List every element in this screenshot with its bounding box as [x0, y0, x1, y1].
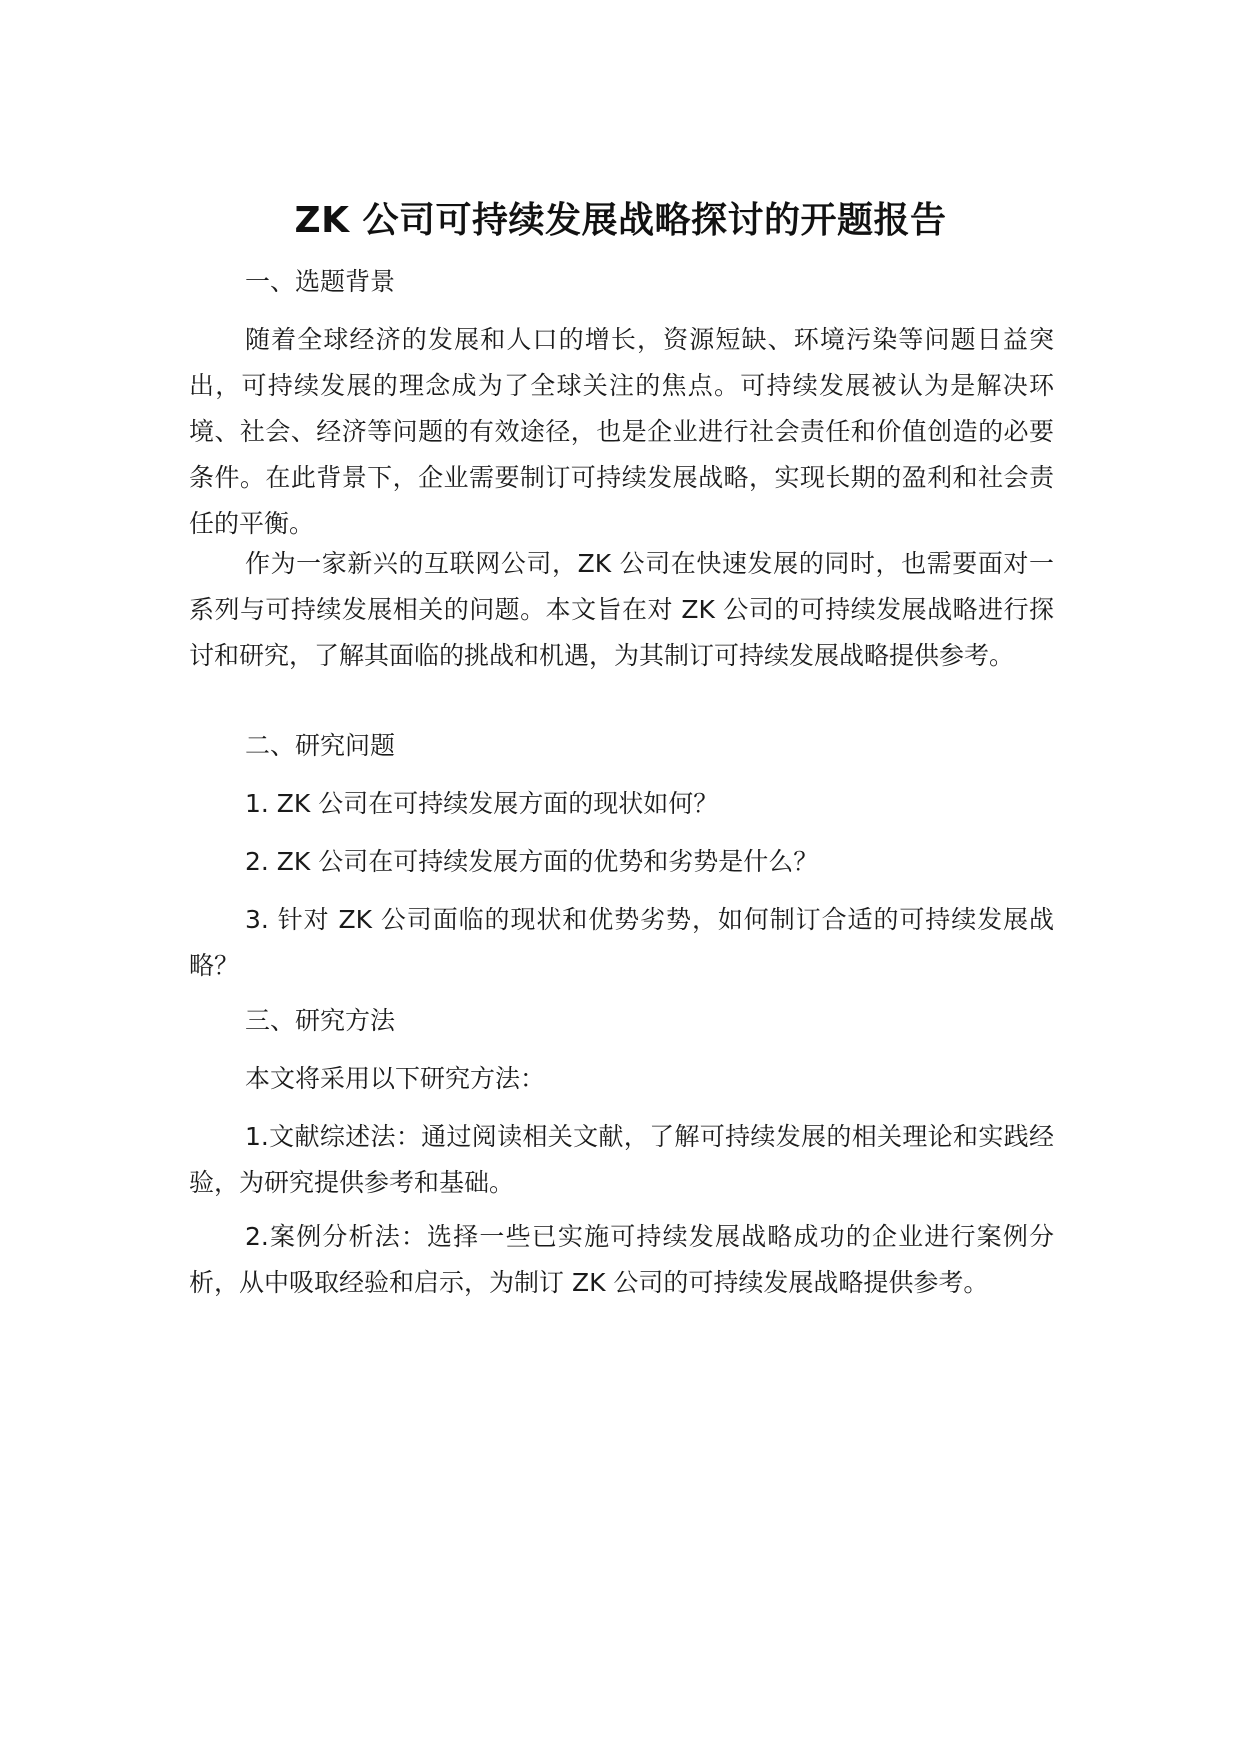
- methods-intro: 本文将采用以下研究方法：: [245, 1064, 546, 1093]
- method-item-2: 2.案例分析法：选择一些已实施可持续发展战略成功的企业进行案例分析，从中吸取经验和启示，为制订 ZK 公司的可持续发展战略提供参考。: [189, 1222, 1054, 1297]
- method-item-1: 1.文献综述法：通过阅读相关文献，了解可持续发展的相关理论和实践经验，为研究提供参考和基础。: [189, 1122, 1054, 1197]
- section-heading-methods: 三、研究方法: [245, 1006, 396, 1035]
- question-item-1: 1. ZK 公司在可持续发展方面的现状如何？: [245, 789, 719, 818]
- question-item-3: 3. 针对 ZK 公司面临的现状和优势劣势，如何制订合适的可持续发展战略？: [189, 905, 1054, 980]
- paragraph-background-1: 随着全球经济的发展和人口的增长，资源短缺、环境污染等问题日益突出，可持续发展的理念成为了全球关注的焦点。可持续发展被认为是解决环境、社会、经济等问题的有效途径，也是企业进行社会责任和价值创造的必要条件。在此背景下，企业需要制订可持续发展战略，实现长期的盈利和社会责任的平衡。: [189, 325, 1054, 538]
- section-heading-questions: 二、研究问题: [245, 731, 396, 760]
- document-title: ZK 公司可持续发展战略探讨的开题报告: [294, 200, 947, 242]
- paragraph-background-2: 作为一家新兴的互联网公司，ZK 公司在快速发展的同时，也需要面对一系列与可持续发展相关的问题。本文旨在对 ZK 公司的可持续发展战略进行探讨和研究，了解其面临的挑战和机遇，为其制订可持续发展战略提供参考。: [189, 549, 1054, 670]
- question-item-2: 2. ZK 公司在可持续发展方面的优势和劣势是什么？: [245, 847, 819, 876]
- section-heading-background: 一、选题背景: [245, 267, 396, 296]
